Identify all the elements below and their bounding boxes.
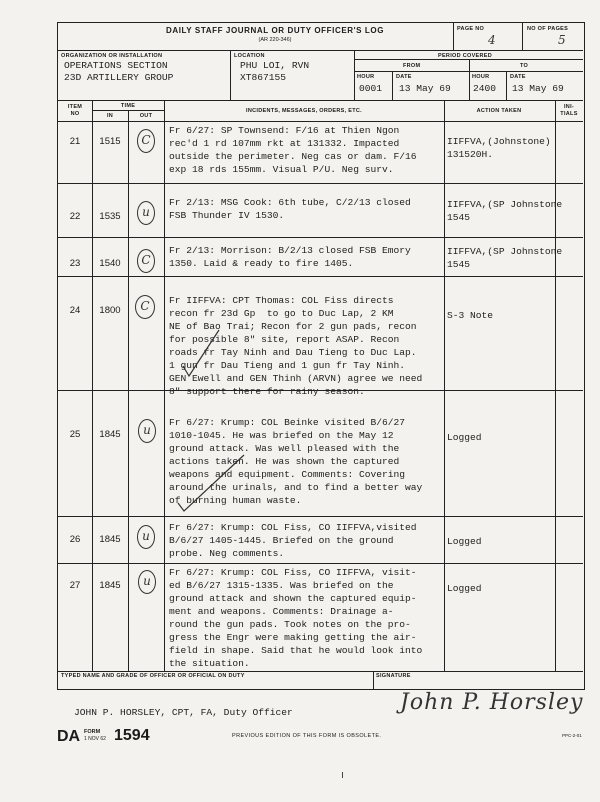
item-no: 22 (69, 211, 81, 222)
entry-line: exp 18 rds 155mm. Visual P/U. Neg surv. (169, 164, 394, 175)
entry-line: 1350. Laid & ready to fire 1405. (169, 258, 354, 269)
entry-line: gress the Engr were making getting the air- (169, 632, 417, 643)
entry-line: Fr IIFFVA: CPT Thomas: COL Fiss directs (169, 295, 394, 306)
page-no-label: PAGE NO (457, 26, 485, 32)
print-code: PPC-2-01 (562, 733, 582, 738)
entry-line: Fr 6/27: Krump: COL Fiss, CO IIFFVA,visited (169, 522, 417, 533)
item-no: 21 (69, 136, 81, 147)
time-out-circle: C (137, 129, 155, 153)
time-out-circle: C (135, 295, 155, 319)
entry-line: Fr 6/27: Krump: COL Beinke visited B/6/27 (169, 417, 406, 428)
signature-label: SIGNATURE (376, 673, 411, 679)
action-line: IIFFVA,(Johnstone) (447, 136, 551, 147)
to-hour-label: HOUR (472, 74, 490, 80)
action-line: IIFFVA,(SP Johnstone (447, 246, 563, 257)
location-line2: XT867155 (240, 72, 287, 83)
entry-line: of burning human waste. (169, 495, 302, 506)
org-label: ORGANIZATION OR INSTALLATION (61, 53, 163, 59)
entry-line: 1 gun fr Dau Tieng and 1 gun fr Tay Ninh. (169, 360, 406, 371)
from-hour: 0001 (359, 83, 383, 94)
check-mark-icon (181, 328, 221, 378)
time-in: 1845 (99, 429, 121, 440)
page-title: DAILY STAFF JOURNAL OR DUTY OFFICER'S LOG (165, 26, 385, 35)
to-date-label: DATE (510, 74, 526, 80)
col-out: OUT (139, 113, 153, 119)
action-line: 1545 (447, 212, 471, 223)
col-action: ACTION TAKEN (476, 108, 522, 114)
action-line: Logged (447, 432, 482, 443)
no-pages-value: 5 (558, 33, 566, 47)
org-line1: OPERATIONS SECTION (64, 60, 168, 71)
entry-line: rec'd 1 rd 107mm rkt at 131332. Impacted (169, 138, 400, 149)
item-no: 27 (69, 580, 81, 591)
form-da: DA (57, 728, 81, 745)
form-number: 1594 (114, 727, 150, 744)
entry-line: field in shape. Said that he would look into (169, 645, 423, 656)
action-line: Logged (447, 536, 482, 547)
signature: John P. Horsley (400, 690, 584, 715)
time-in: 1515 (99, 136, 121, 147)
to-hour: 2400 (473, 83, 497, 94)
location-line1: PHU LOI, RVN (240, 60, 310, 71)
action-line: S-3 Note (447, 310, 494, 321)
action-line: 1545 (447, 259, 471, 270)
form-label: FORM (84, 729, 101, 735)
action-line: IIFFVA,(SP Johnstone (447, 199, 563, 210)
item-no: 24 (69, 305, 81, 316)
col-initials: INI- TIALS (560, 104, 578, 117)
org-line2: 23D ARTILLERY GROUP (64, 72, 174, 83)
item-no: 25 (69, 429, 81, 440)
entry-line: Fr 6/27: SP Townsend: F/16 at Thien Ngon (169, 125, 400, 136)
page-no-value: 4 (488, 33, 496, 47)
to-date: 13 May 69 (512, 83, 564, 94)
entry-line: probe. Neg comments. (169, 548, 285, 559)
col-in: IN (106, 113, 114, 119)
col-item-no: ITEM NO (67, 104, 83, 117)
entry-line: FSB Thunder IV 1530. (169, 210, 285, 221)
item-no: 26 (69, 534, 81, 545)
from-label: FROM (403, 63, 421, 69)
no-pages-label: NO OF PAGES (527, 26, 569, 32)
time-out-circle: u (138, 419, 156, 443)
entry-line: round the gun pads. Took notes on the pro- (169, 619, 411, 630)
regulation-ref: (AR 220-346) (258, 37, 292, 43)
stray-mark (342, 772, 346, 778)
entry-line: Fr 2/13: MSG Cook: 6th tube, C/2/13 closed (169, 197, 411, 208)
entry-line: outside the perimeter. Neg cas or dam. F/16 (169, 151, 417, 162)
entry-line: ground attack. Was well pleased with the (169, 443, 400, 454)
entry-line: 8" support there for rainy season. (169, 386, 365, 397)
time-out-circle: u (137, 525, 155, 549)
time-in: 1845 (99, 534, 121, 545)
from-date-label: DATE (396, 74, 412, 80)
entry-line: NE of Bao Trai; Recon for 2 gun pads, recon (169, 321, 417, 332)
journal-form (57, 22, 585, 690)
officer-label: TYPED NAME AND GRADE OF OFFICER OR OFFICIAL ON DUTY (61, 673, 245, 679)
time-in: 1845 (99, 580, 121, 591)
entry-line: Fr 6/27: Krump: COL Fiss, CO IIFFVA, visit- (169, 567, 417, 578)
time-in: 1800 (99, 305, 121, 316)
entry-line: 1010-1045. He was briefed on the May 12 (169, 430, 394, 441)
action-line: 131520H. (447, 149, 494, 160)
entry-line: recon fr 23d Gp to go to Duc Lap, 2 KM (169, 308, 394, 319)
entry-line: for possible 8" site, report ASAP. Recon (169, 334, 400, 345)
entry-line: the situation. (169, 658, 250, 669)
time-out-circle: C (137, 249, 155, 273)
entry-line: GEN Ewell and GEN Thinh (ARVN) agree we need (169, 373, 423, 384)
entry-line: actions taken. He was shown the captured (169, 456, 400, 467)
entry-line: roads fr Tay Ninh and Dau Tieng to Duc Lap. (169, 347, 417, 358)
entry-line: B/6/27 1405-1445. Briefed on the ground (169, 535, 394, 546)
entry-line: Fr 2/13: Morrison: B/2/13 closed FSB Emory (169, 245, 411, 256)
time-in: 1540 (99, 258, 121, 269)
time-out-circle: u (138, 570, 156, 594)
time-in: 1535 (99, 211, 121, 222)
to-label: TO (520, 63, 529, 69)
from-date: 13 May 69 (399, 83, 451, 94)
entry-line: ground attack and shown the captured equip- (169, 593, 417, 604)
from-hour-label: HOUR (357, 74, 375, 80)
col-incidents: INCIDENTS, MESSAGES, ORDERS, ETC. (246, 108, 362, 114)
period-label: PERIOD COVERED (438, 53, 493, 59)
item-no: 23 (69, 258, 81, 269)
entry-line: ment and weapons. Comments: Drainage a- (169, 606, 394, 617)
entry-line: weapons and equipment. Comments: Covering (169, 469, 406, 480)
previous-edition-note: PREVIOUS EDITION OF THIS FORM IS OBSOLETE. (232, 733, 382, 739)
entry-line: ed B/6/27 1315-1335. Was briefed on the (169, 580, 394, 591)
time-out-circle: u (137, 201, 155, 225)
check-mark-icon (176, 453, 246, 513)
action-line: Logged (447, 583, 482, 594)
form-date: 1 NOV 62 (84, 736, 106, 742)
col-time: TIME (120, 103, 136, 109)
officer-name: JOHN P. HORSLEY, CPT, FA, Duty Officer (74, 707, 293, 718)
entry-line: around the urinals, and to find a better way (169, 482, 423, 493)
location-label: LOCATION (234, 53, 265, 59)
